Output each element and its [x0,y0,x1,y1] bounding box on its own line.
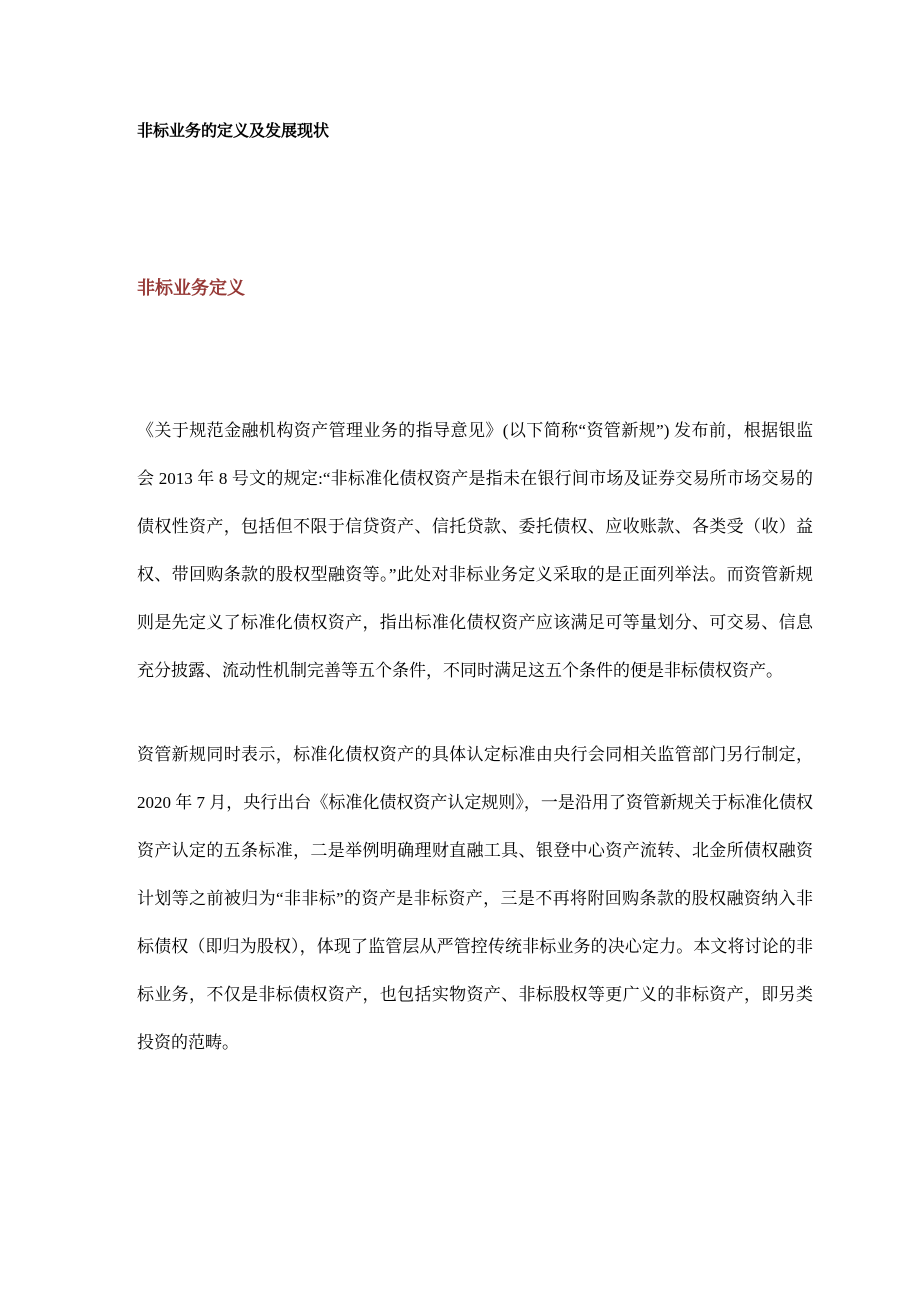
paragraph-recognition-rules: 资管新规同时表示，标准化债权资产的具体认定标准由央行会同相关监管部门另行制定，2020 年 7 月，央行出台《标准化债权资产认定规则》，一是沿用了资管新规关于标准化债权资产认定的五条标准，二是举例明确理财直融工具、银登中心资产流转、北金所债权融资计划等之前被归为“非非标”的资产是非标资产，三是不再将附回购条款的股权融资纳入非标债权（即归为股权），体现了监管层从严管控传统非标业务的决心定力。本文将讨论的非标业务，不仅是非标债权资产，也包括实物资产、非标股权等更广义的非标资产，即另类投资的范畴。 [137,745,813,1052]
document-title: 非标业务的定义及发展现状 [137,123,330,140]
paragraph-definition: 《关于规范金融机构资产管理业务的指导意见》(以下简称“资管新规”) 发布前，根据银监会 2013 年 8 号文的规定:“非标准化债权资产是指未在银行间市场及证券交易所市场交易的债权性资产，包括但不限于信贷资产、信托贷款、委托债权、应收账款、各类受（收）益权、带回购条款的股权型融资等。”此处对非标业务定义采取的是正面列举法。而资管新规则是先定义了标准化债权资产，指出标准化债权资产应该满足可等量划分、可交易、信息充分披露、流动性机制完善等五个条件，不同时满足这五个条件的便是非标债权资产。 [137,421,813,680]
section-heading: 非标业务定义 [137,278,245,298]
